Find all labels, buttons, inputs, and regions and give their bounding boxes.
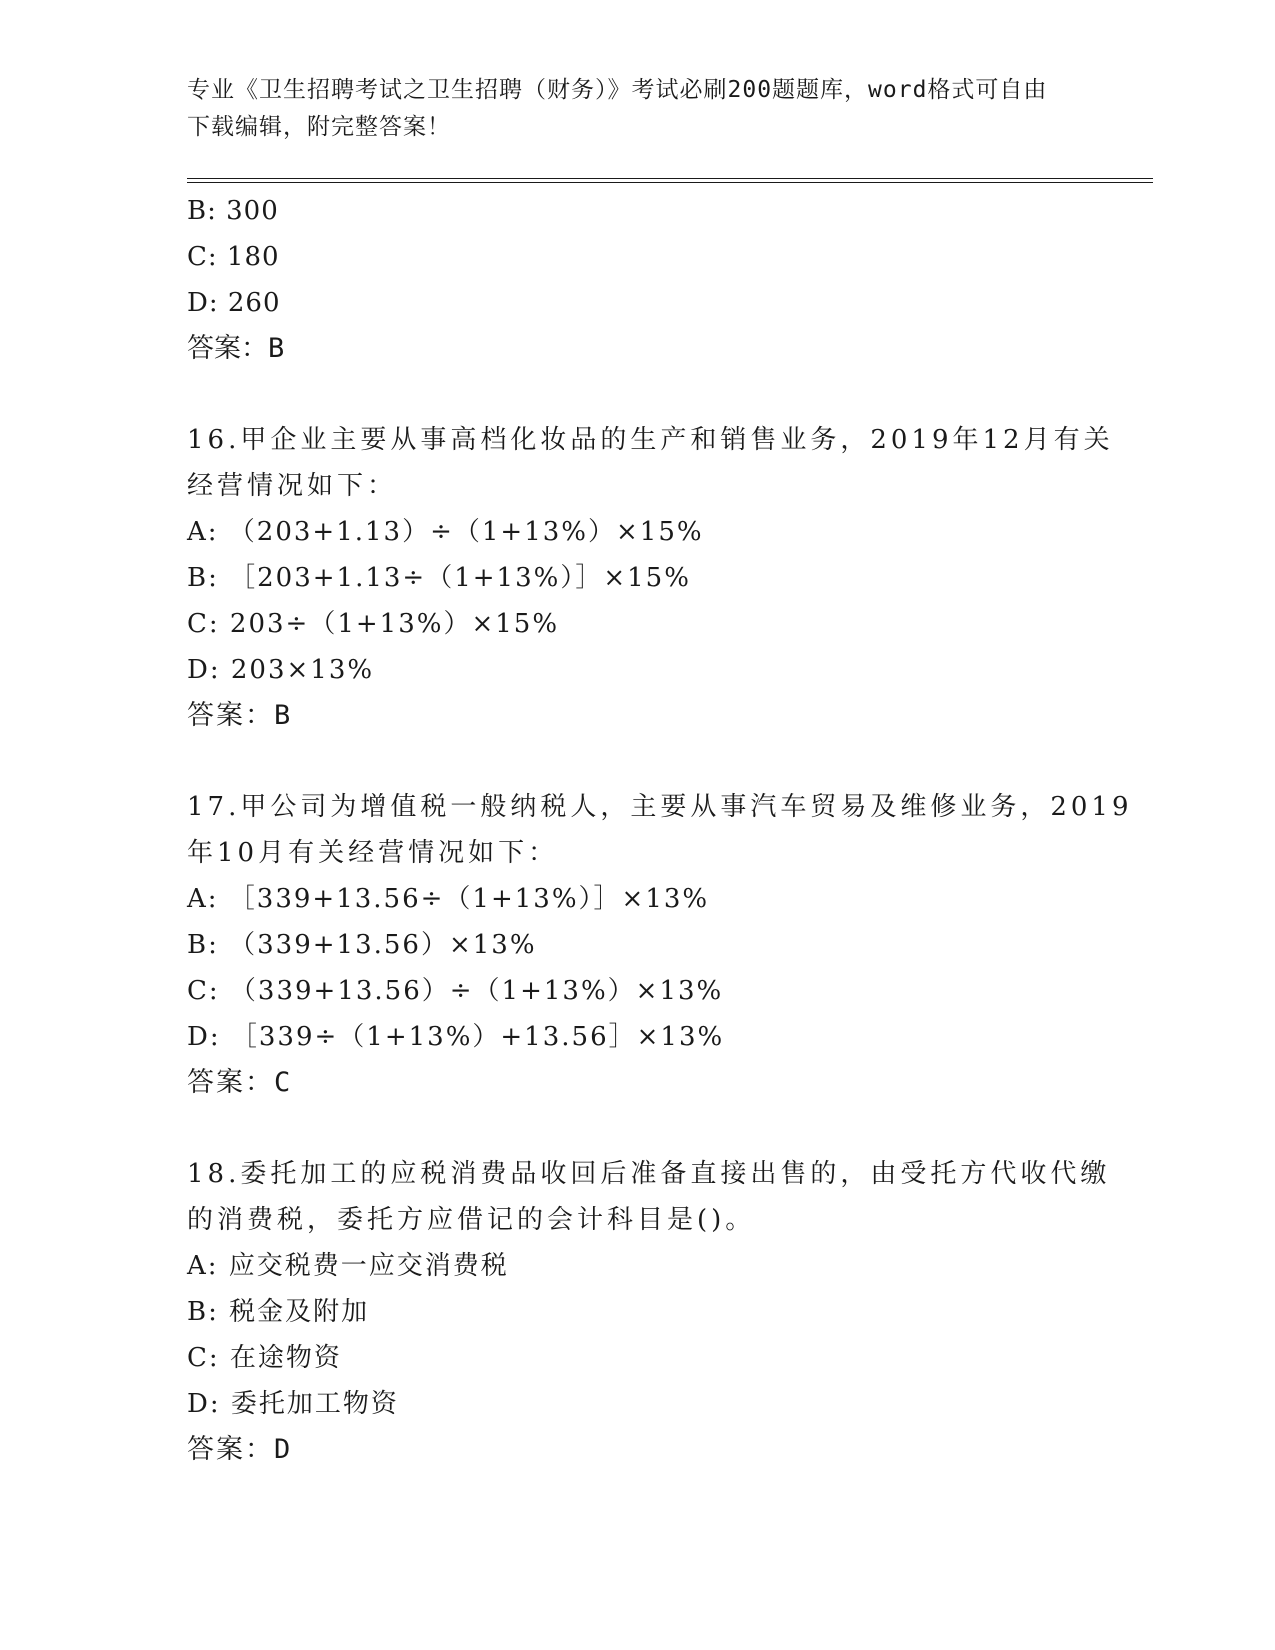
option-b: B: ［203+1.13÷（1+13%）］×15%	[187, 563, 691, 593]
question-text: 16.甲企业主要从事高档化妆品的生产和销售业务，2019年12月有关	[187, 425, 1114, 455]
option-a: A: 应交税费一应交消费税	[187, 1251, 509, 1281]
header-rule-top	[187, 178, 1153, 179]
option-a: A: （203+1.13）÷（1+13%）×15%	[187, 517, 704, 547]
option-c: C: 180	[187, 242, 280, 272]
question-block-17	[187, 784, 1133, 1106]
option-d: D: 委托加工物资	[187, 1389, 399, 1419]
question-text: 17.甲公司为增值税一般纳税人，主要从事汽车贸易及维修业务，2019	[187, 792, 1133, 822]
document-body	[187, 188, 1133, 1473]
spacer	[187, 1106, 1087, 1151]
option-b: B: 税金及附加	[187, 1297, 370, 1327]
question-block-18	[187, 1151, 1111, 1473]
question-block-16	[187, 417, 1114, 739]
answer-line: 答案：D	[187, 1434, 293, 1465]
answer-line: 答案：B	[187, 700, 293, 731]
spacer	[187, 739, 1087, 784]
question-text: 年10月有关经营情况如下：	[187, 838, 559, 868]
document-header: 专业《卫生招聘考试之卫生招聘（财务）》考试必刷200题题库，word格式可自由下载编辑，附完整答案！	[187, 77, 1048, 140]
header-rule-bottom	[187, 182, 1153, 183]
answer-line: 答案：C	[187, 1067, 293, 1098]
option-b: B: 300	[187, 196, 279, 226]
option-c: C: 在途物资	[187, 1343, 342, 1373]
question-text: 经营情况如下：	[187, 471, 398, 501]
option-c: C: （339+13.56）÷（1+13%）×13%	[187, 976, 724, 1006]
option-d: D: 260	[187, 288, 281, 318]
question-text: 18.委托加工的应税消费品收回后准备直接出售的，由受托方代收代缴	[187, 1159, 1111, 1189]
question-block-15	[187, 188, 1087, 372]
option-d: D: ［339÷（1+13%）+13.56］×13%	[187, 1022, 725, 1052]
answer-line: 答案：B	[187, 333, 285, 364]
option-b: B: （339+13.56）×13%	[187, 930, 537, 960]
option-a: A: ［339+13.56÷（1+13%）］×13%	[187, 884, 710, 914]
option-c: C: 203÷（1+13%）×15%	[187, 609, 560, 639]
option-d: D: 203×13%	[187, 655, 375, 685]
spacer	[187, 372, 1087, 417]
question-text: 的消费税，委托方应借记的会计科目是()。	[187, 1205, 756, 1235]
